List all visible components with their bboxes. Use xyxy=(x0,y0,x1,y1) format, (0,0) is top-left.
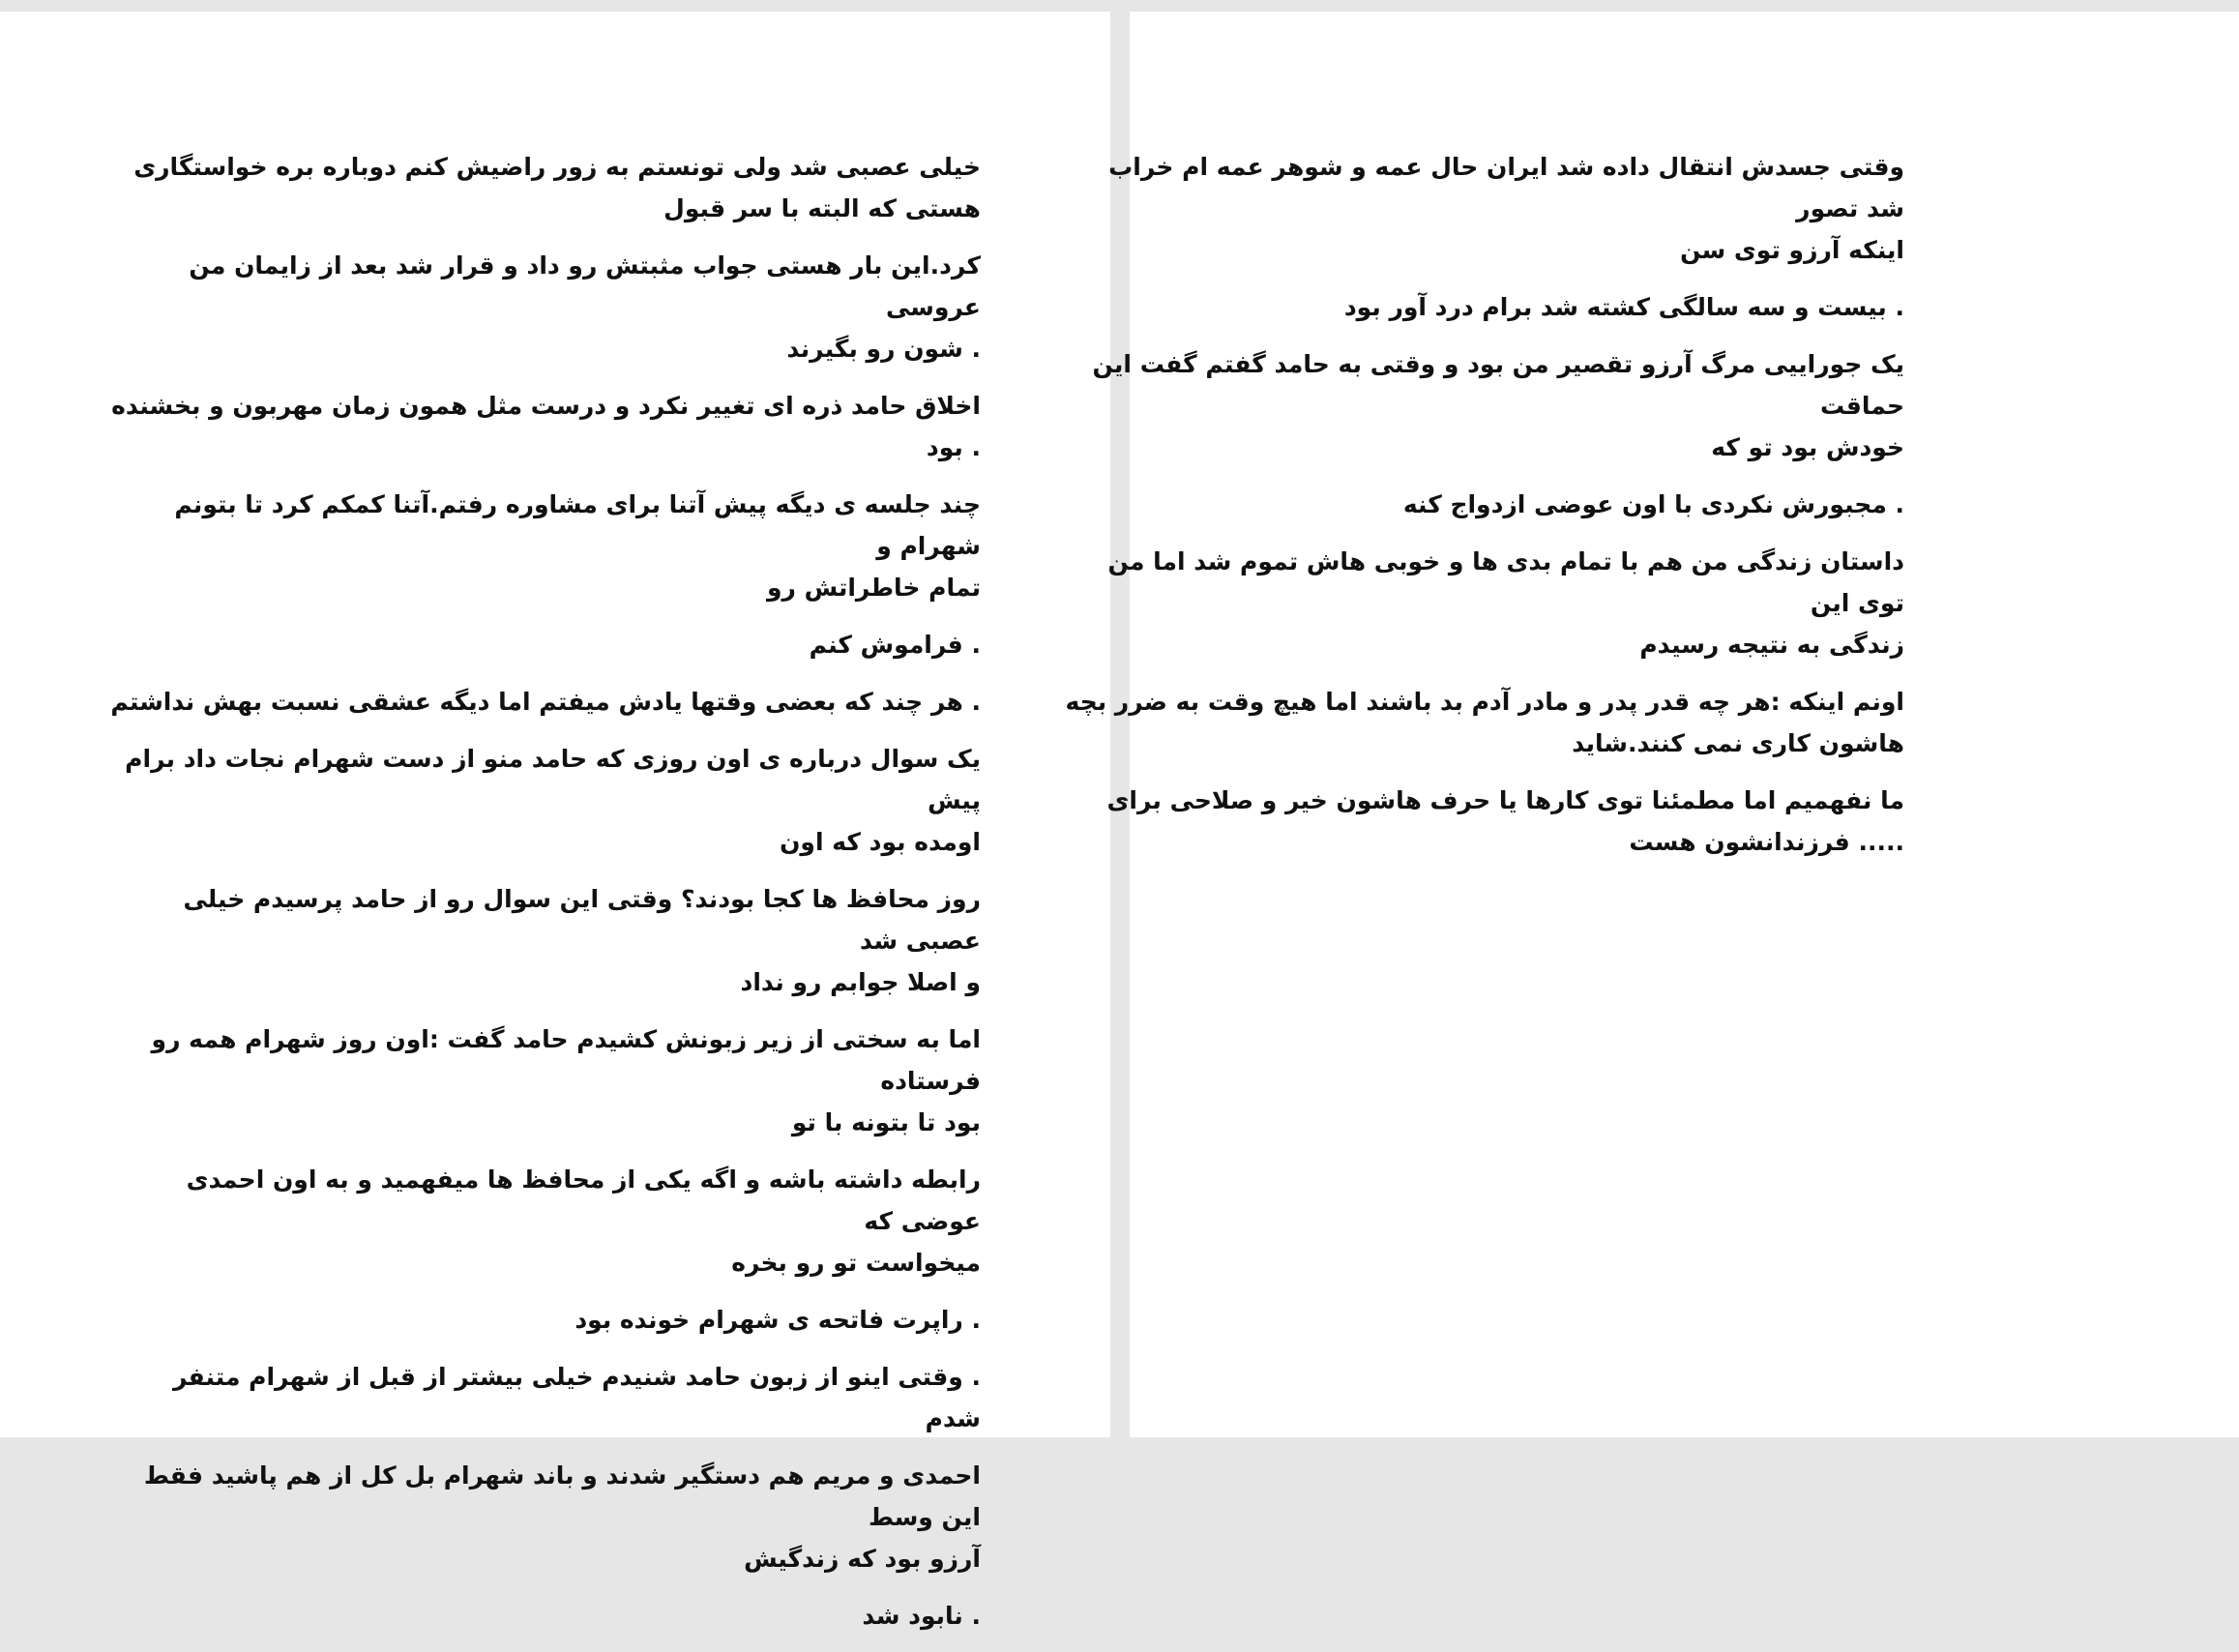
paragraph: روز محافظ ها کجا بودند؟ وقتی این سوال رو از حامد پرسیدم خیلی عصبی شد و اصلا جوابم رو نداد xyxy=(183,885,981,996)
paragraph: داستان زندگی من هم با تمام بدی ها و خوبی هاش تموم شد اما من توی این زندگی به نتیجه رسیدم xyxy=(1107,547,1904,659)
page-left-text xyxy=(110,146,981,1652)
paragraph: . بیست و سه سالگی کشته شد برام درد آور بود xyxy=(1343,293,1904,321)
paragraph: اما به سختی از زیر زبونش کشیدم حامد گفت :اون روز شهرام همه رو فرستاده بود تا بتونه با تو xyxy=(151,1025,981,1136)
paragraph: . نابود شد xyxy=(862,1602,981,1630)
paragraph: . فراموش کنم xyxy=(809,631,981,659)
paragraph: کرد.این بار هستی جواب مثبتش رو داد و قرار شد بعد از زایمان من عروسی . شون رو بگیرند xyxy=(189,251,981,363)
paragraph: اخلاق حامد ذره ای تغییر نکرد و درست مثل همون زمان مهربون و بخشنده . بود xyxy=(111,392,981,461)
page-left xyxy=(0,12,1110,1630)
paragraph: اونم اینکه :هر چه قدر پدر و مادر آدم بد باشند اما هیچ وقت به ضرر بچه هاشون کاری نمی کنند.شاید xyxy=(1065,688,1904,757)
paragraph: یک سوال درباره ی اون روزی که حامد منو از دست شهرام نجات داد برام پیش اومده بود که اون xyxy=(125,745,981,856)
paragraph: ما نفهمیم اما مطمئنا توی کارها یا حرف هاشون خیر و صلاحی برای ..... فرزندانشون هست xyxy=(1106,786,1904,856)
paragraph: . هر چند که بعضی وقتها یادش میفتم اما دیگه عشقی نسبت بهش نداشتم xyxy=(110,688,981,716)
paragraph: . وقتی اینو از زبون حامد شنیدم خیلی بیشتر از قبل از شهرام متنفر شدم xyxy=(172,1363,981,1432)
paragraph: وقتی جسدش انتقال داده شد ایران حال عمه و شوهر عمه ام خراب شد تصور اینکه آرزو توی سن xyxy=(1108,153,1904,264)
paragraph: یک جوراییی مرگ آرزو تقصیر من بود و وقتی به حامد گفتم گفت این حماقت خودش بود تو که xyxy=(1092,350,1904,461)
paragraph: احمدی و مریم هم دستگیر شدند و باند شهرام بل کل از هم پاشید فقط این وسط آرزو بود که زندگیش xyxy=(143,1461,981,1573)
paragraph: . راپرت فاتحه ی شهرام خونده بود xyxy=(574,1306,981,1334)
paragraph: رابطه داشته باشه و اگه یکی از محافظ ها میفهمید و به اون احمدی عوضی که میخواست تو رو بخره xyxy=(186,1165,981,1277)
paragraph: . مجبورش نکردی با اون عوضی ازدواج کنه xyxy=(1402,490,1904,518)
paragraph: چند جلسه ی دیگه پیش آتنا برای مشاوره رفتم.آتنا کمکم کرد تا بتونم شهرام و تمام خاطراتش رو xyxy=(174,490,981,602)
page-right xyxy=(1065,12,2239,1437)
page-right-text xyxy=(1063,146,1904,878)
paragraph: خیلی عصبی شد ولی تونستم به زور راضیش کنم دوباره بره خواستگاری هستی که البته با سر قبول xyxy=(133,153,981,222)
